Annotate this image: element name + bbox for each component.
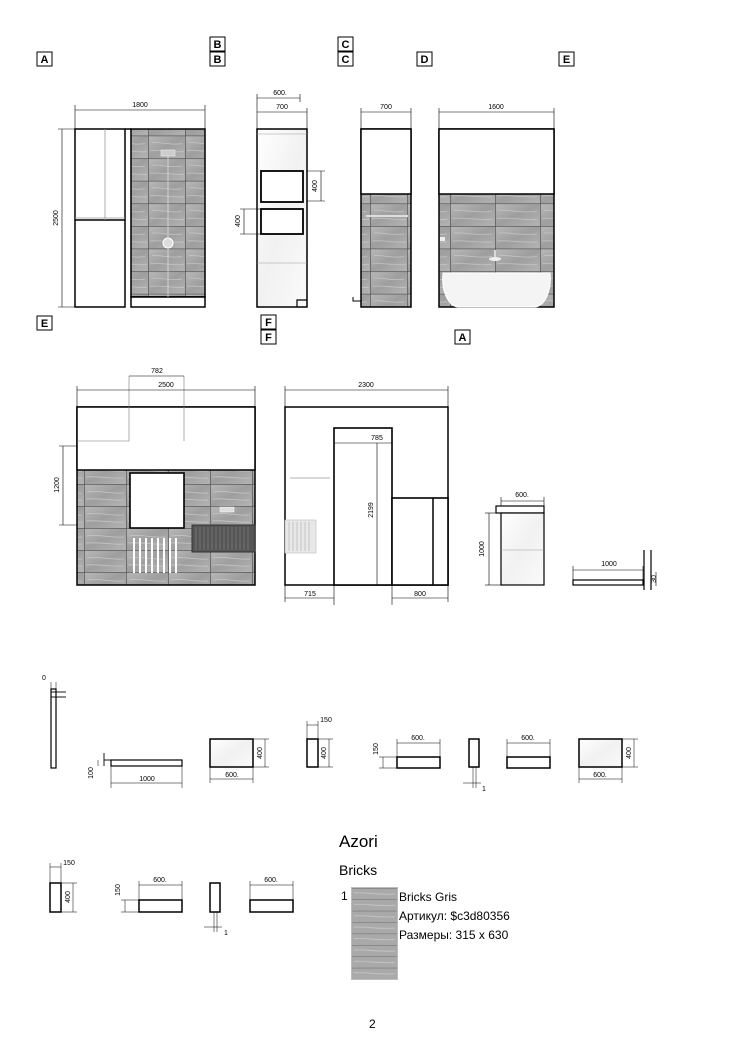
elevation-c: [353, 108, 411, 307]
dim-view-a-width: 1800: [132, 102, 148, 109]
part-dim-panel1-w: 600.: [225, 772, 239, 779]
part-dim-100: 100: [88, 767, 95, 779]
wall-left-mirror: [130, 473, 184, 528]
material-size: Размеры: 315 x 630: [399, 928, 509, 942]
part-dim-1000: 1000: [139, 776, 155, 783]
elevation-c-tiles: [361, 194, 411, 307]
cabinet-elevation: [485, 497, 544, 585]
part-side-1: [307, 739, 318, 767]
dim-view-b-niche-2: 400: [235, 215, 242, 227]
part-dim-top2-h: 150: [115, 884, 122, 896]
material-article: Артикул: $c3d80356: [399, 909, 510, 923]
dim-plan-right-width: 2300: [358, 382, 374, 389]
material-collection: Bricks: [339, 862, 378, 878]
material-name: Bricks Gris: [399, 890, 457, 904]
view-label-b1: B: [213, 39, 222, 51]
dim-cabinet-height: 1000: [479, 541, 486, 557]
dim-plan-left-width: 2500: [158, 382, 174, 389]
part-dim-panel2-w: 600.: [521, 735, 535, 742]
part-dim-top1-h: 150: [373, 743, 380, 755]
elevation-a: [58, 105, 205, 307]
dim-plan-left-height: 1200: [54, 477, 61, 493]
part-top-3: [139, 900, 182, 912]
part-dim-thin2: 1: [224, 930, 228, 937]
part-dim-thin1: 1: [482, 786, 486, 793]
dim-plan-right-right: 800: [414, 591, 426, 598]
wall-right-cabinet: [392, 498, 448, 585]
material-details: [399, 888, 510, 945]
wall-elevation-left: [59, 376, 255, 585]
elevation-b-niche-upper: [261, 171, 303, 202]
dim-cabinet-width: 600.: [515, 492, 529, 499]
dim-plan-left-offset: 782: [151, 368, 163, 375]
dim-shelf-length: 1000: [601, 561, 617, 568]
dim-view-b-top-2: 700: [276, 104, 288, 111]
dim-view-d-width: 1600: [488, 104, 504, 111]
part-long-plank: [111, 760, 182, 766]
part-top-2: [507, 757, 550, 768]
dim-view-a-height: 2500: [53, 210, 60, 226]
cabinet-body: [501, 513, 544, 585]
part-panel-3: [579, 739, 622, 767]
view-label-a-bottom: A: [458, 332, 467, 344]
part-dim-top1-w: 600.: [411, 735, 425, 742]
material-index: 1: [341, 889, 348, 903]
part-dim-panel1-h: 400: [257, 747, 264, 759]
view-label-c2: C: [341, 54, 350, 66]
view-label-e-bottom: E: [40, 318, 49, 330]
part-thin-1: [469, 739, 479, 767]
wall-right-basin: [285, 520, 316, 553]
part-side-2: [50, 883, 61, 912]
elevation-b-niche-lower: [261, 209, 303, 234]
part-dim-panel3-h: 400: [626, 747, 633, 759]
part-dim-side2-h: 400: [65, 891, 72, 903]
parts-row-2: [50, 863, 293, 932]
part-dim-zero: 0: [42, 675, 46, 682]
shelf-section: [573, 550, 656, 590]
parts-row-1: [51, 682, 638, 788]
wall-right-doorway: [334, 428, 392, 585]
elevation-d-upper-panel: [439, 129, 554, 194]
view-label-e-top: E: [562, 54, 571, 66]
part-top-4: [250, 900, 293, 912]
dim-view-c-width: 700: [380, 104, 392, 111]
view-label-d: D: [420, 54, 429, 66]
view-label-f2: F: [265, 332, 272, 344]
part-top-1: [397, 757, 440, 768]
material-brand: Azori: [339, 832, 378, 851]
part-dim-side1-h: 400: [321, 747, 328, 759]
dim-plan-right-left: 715: [304, 591, 316, 598]
dim-plan-right-door-height: 2199: [368, 502, 375, 518]
part-dim-top2-w: 600.: [153, 877, 167, 884]
part-dim-side1-w: 150: [320, 717, 332, 724]
part-vertical-strip: [51, 689, 56, 768]
part-dim-side2-w: 150: [63, 860, 75, 867]
page-number: 2: [369, 1017, 376, 1031]
dim-view-b-top-1: 600.: [273, 90, 287, 97]
elevation-d: [439, 108, 554, 307]
wall-left-towel-rail: [192, 525, 255, 552]
elevation-b: [240, 94, 325, 307]
part-thin-2: [210, 883, 220, 912]
bathtub: [443, 273, 551, 307]
part-panel-1: [210, 739, 253, 767]
dim-shelf-thickness: 30: [651, 575, 658, 583]
part-dim-panel3-w: 600.: [593, 772, 607, 779]
view-label-c1: C: [341, 39, 350, 51]
wall-elevation-right: [285, 386, 448, 605]
dim-plan-right-door: 785: [371, 435, 383, 442]
elevation-c-upper-panel: [361, 129, 411, 194]
part-dim-panel4-w: 600.: [264, 877, 278, 884]
view-label-f1: F: [265, 317, 272, 329]
view-label-b2: B: [213, 54, 222, 66]
material-swatch: [351, 887, 398, 980]
view-label-a-top: A: [40, 54, 49, 66]
dim-view-b-niche-1: 400: [312, 180, 319, 192]
